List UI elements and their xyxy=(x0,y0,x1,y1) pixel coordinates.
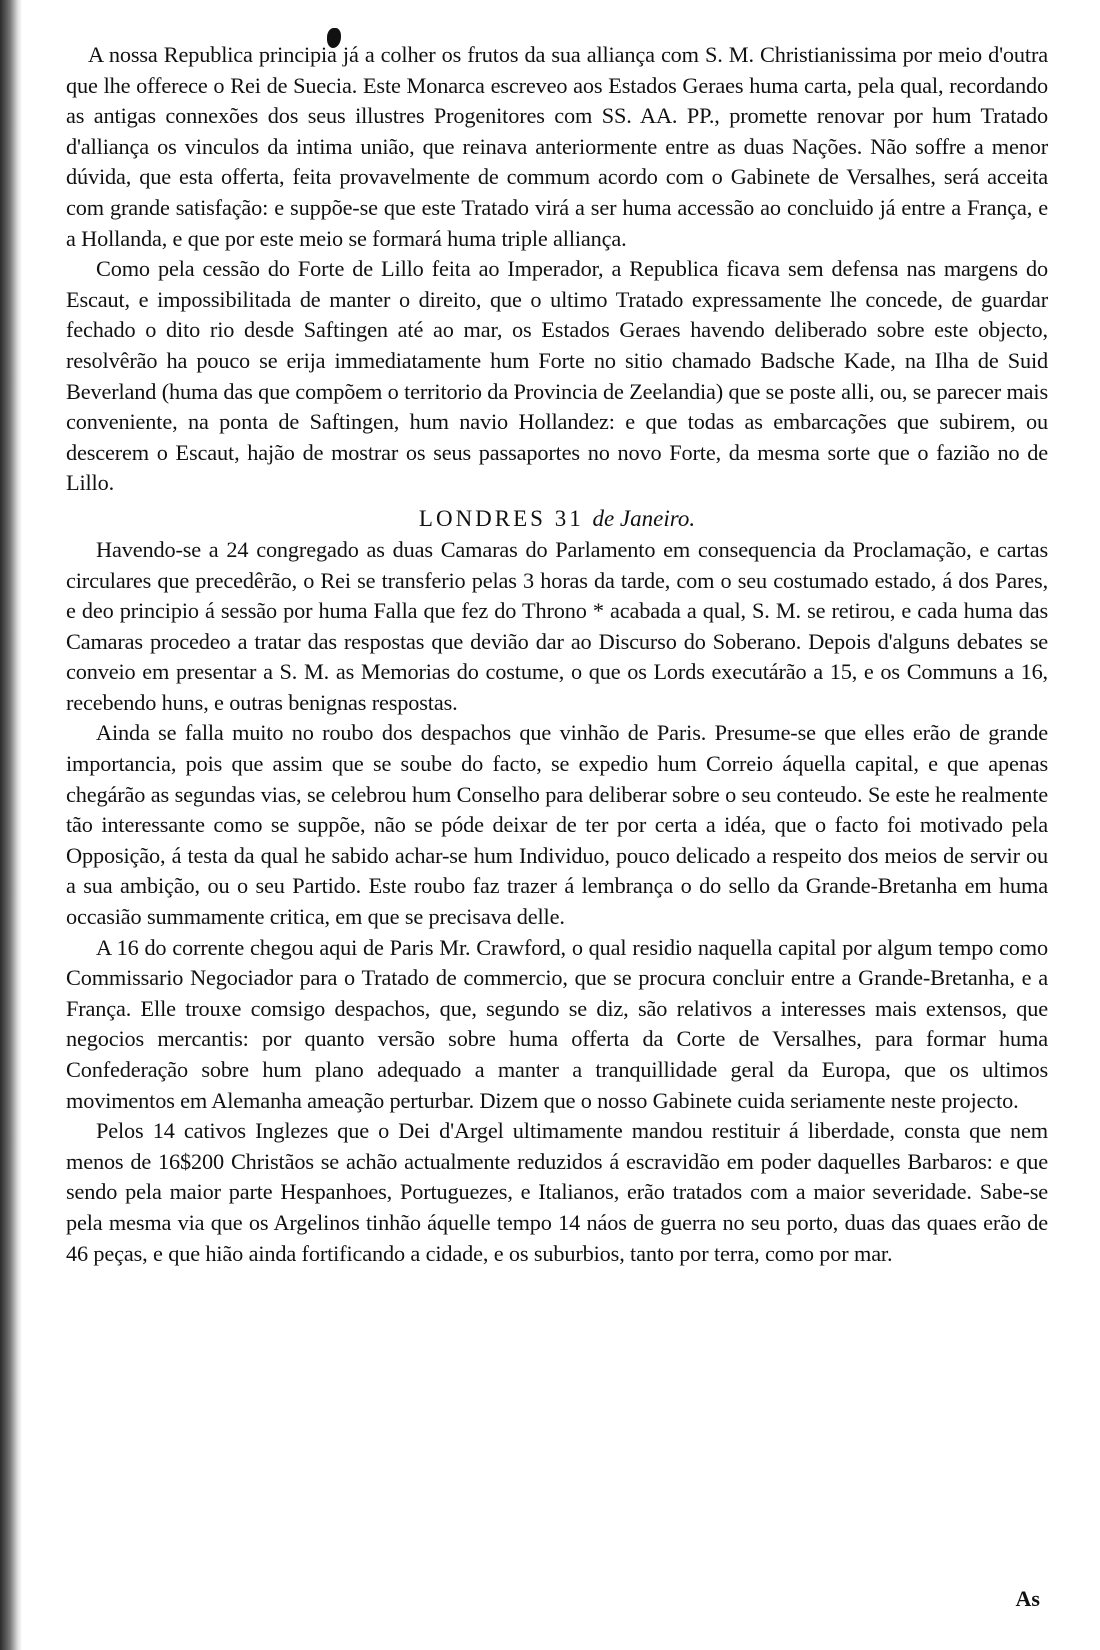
paragraph-lillo: Como pela cessão do Forte de Lillo feita ao Imperador, a Republica ficava sem defensa nas margens do Escaut, e impossibilitada de manter o direito, que o ultimo Tratado expressamente lhe concede, de guardar fechado o dito rio desde Saftingen até ao mar, os Estados Geraes havendo deliberado sobre este objecto, resolvêrão ha pouco se erija immediatamente hum Forte no sitio chamado Badsche Kade, na Ilha de Suid Beverland (huma das que compõem o territorio da Provincia de Zeelandia) que se poste alli, ou, se parecer mais conveniente, na ponta de Saftingen, hum navio Hollandez: e que todas as embarcações que subirem, ou descerem o Escaut, hajão de mostrar os seus passaportes no novo Forte, da mesma sorte que o fazião no de Lillo. xyxy=(66,256,1048,496)
catchword: As xyxy=(1015,1586,1040,1611)
paragraph-roubo: Ainda se falla muito no roubo dos despachos que vinhão de Paris. Presume-se que elles erão de grande importancia, pois que assim que se soube do facto, se expedio hum Correio áquella capital, e que apenas chegárão as segundas vias, se celebrou hum Conselho para deliberar sobre o seu conteudo. Se este he realmente tão interessante como se suppõe, não se póde deixar de ter por certa a idéa, que o facto foi motivado pela Opposição, á testa da qual he sabido achar-se hum Individuo, pouco delicado a respeito dos meios de servir ou a sua ambição, ou o seu Partido. Este roubo faz trazer á lembrança o do sello da Grande-Bretanha em huma occasião summamente critica, em que se precisava delle. xyxy=(66,720,1048,930)
paragraph-argel: Pelos 14 cativos Inglezes que o Dei d'Argel ultimamente mandou restituir á liberdade, consta que nem menos de 16$200 Christãos se achão actualmente reduzidos á escravidão em poder daquelles Barbaros: e que sendo pela maior parte Hespanhoes, Portuguezes, e Italianos, erão tratados com a maior severidade. Sabe-se pela mesma via que os Argelinos tinhão áquelle tempo 14 náos de guerra no seu porto, duas das quaes erão de 46 peças, e que hião ainda fortificando a cidade, e os suburbios, tanto por terra, como por mar. xyxy=(66,1118,1048,1266)
dateline-city: LONDRES xyxy=(418,505,546,531)
newspaper-page xyxy=(66,40,1048,1269)
scan-gutter-shadow xyxy=(0,0,22,1650)
dateline-day: 31 xyxy=(554,505,584,531)
paragraph-parlamento: Havendo-se a 24 congregado as duas Camaras do Parlamento em consequencia da Proclamação, e cartas circulares que precedêrão, o Rei se transferio pelas 3 horas da tarde, com o seu costumado estado, á dos Pares, e deo principio á sessão por huma Falla que fez do Throno * acabada a qual, S. M. se retirou, e cada huma das Camaras procedeo a tratar das respostas que devião dar ao Discurso do Soberano. Depois d'alguns debates se conveio em presentar a S. M. as Memorias do costume, o que os Lords executárão a 15, e os Communs a 16, recebendo huns, e outras benignas respostas. xyxy=(66,536,1048,715)
paragraph-crawford: A 16 do corrente chegou aqui de Paris Mr. Crawford, o qual residio naquella capital por algum tempo como Commissario Negociador para o Tratado de commercio, que se procura concluir entre a Grande-Bretanha, e a França. Elle trouxe comsigo despachos, que, segundo se diz, são relativos a interesses mais extensos, que negocios mercantis: por quanto versão sobre huma offerta da Corte de Versalhes, para formar huma Confederação sobre hum plano adequado a manter a tranquillidade geral da Europa, que os ultimos movimentos em Alemanha ameação perturbar. Dizem que o nosso Gabinete cuida seriamente neste projecto. xyxy=(66,934,1048,1113)
dateline-month: de Janeiro. xyxy=(592,505,696,531)
paragraph-republica: A nossa Republica principia já a colher os frutos da sua alliança com S. M. Christianissima por meio d'outra que lhe offerece o Rei de Suecia. Este Monarca escreveo aos Estados Geraes huma carta, pela qual, recordando as antigas connexões dos seus illustres Progenitores com SS. AA. PP., promette renovar por hum Tratado d'alliança os vinculos da intima união, que reinava anteriormente entre as duas Nações. Não soffre a menor dúvida, que esta offerta, feita provavelmente de commum acordo com o Gabinete de Versalhes, será acceita com grande satisfação: e suppõe-se que este Tratado virá a ser huma accessão ao concluido já entre a França, e a Hollanda, e que por este meio se formará huma triple alliança. xyxy=(66,42,1048,251)
dateline xyxy=(66,503,1048,535)
